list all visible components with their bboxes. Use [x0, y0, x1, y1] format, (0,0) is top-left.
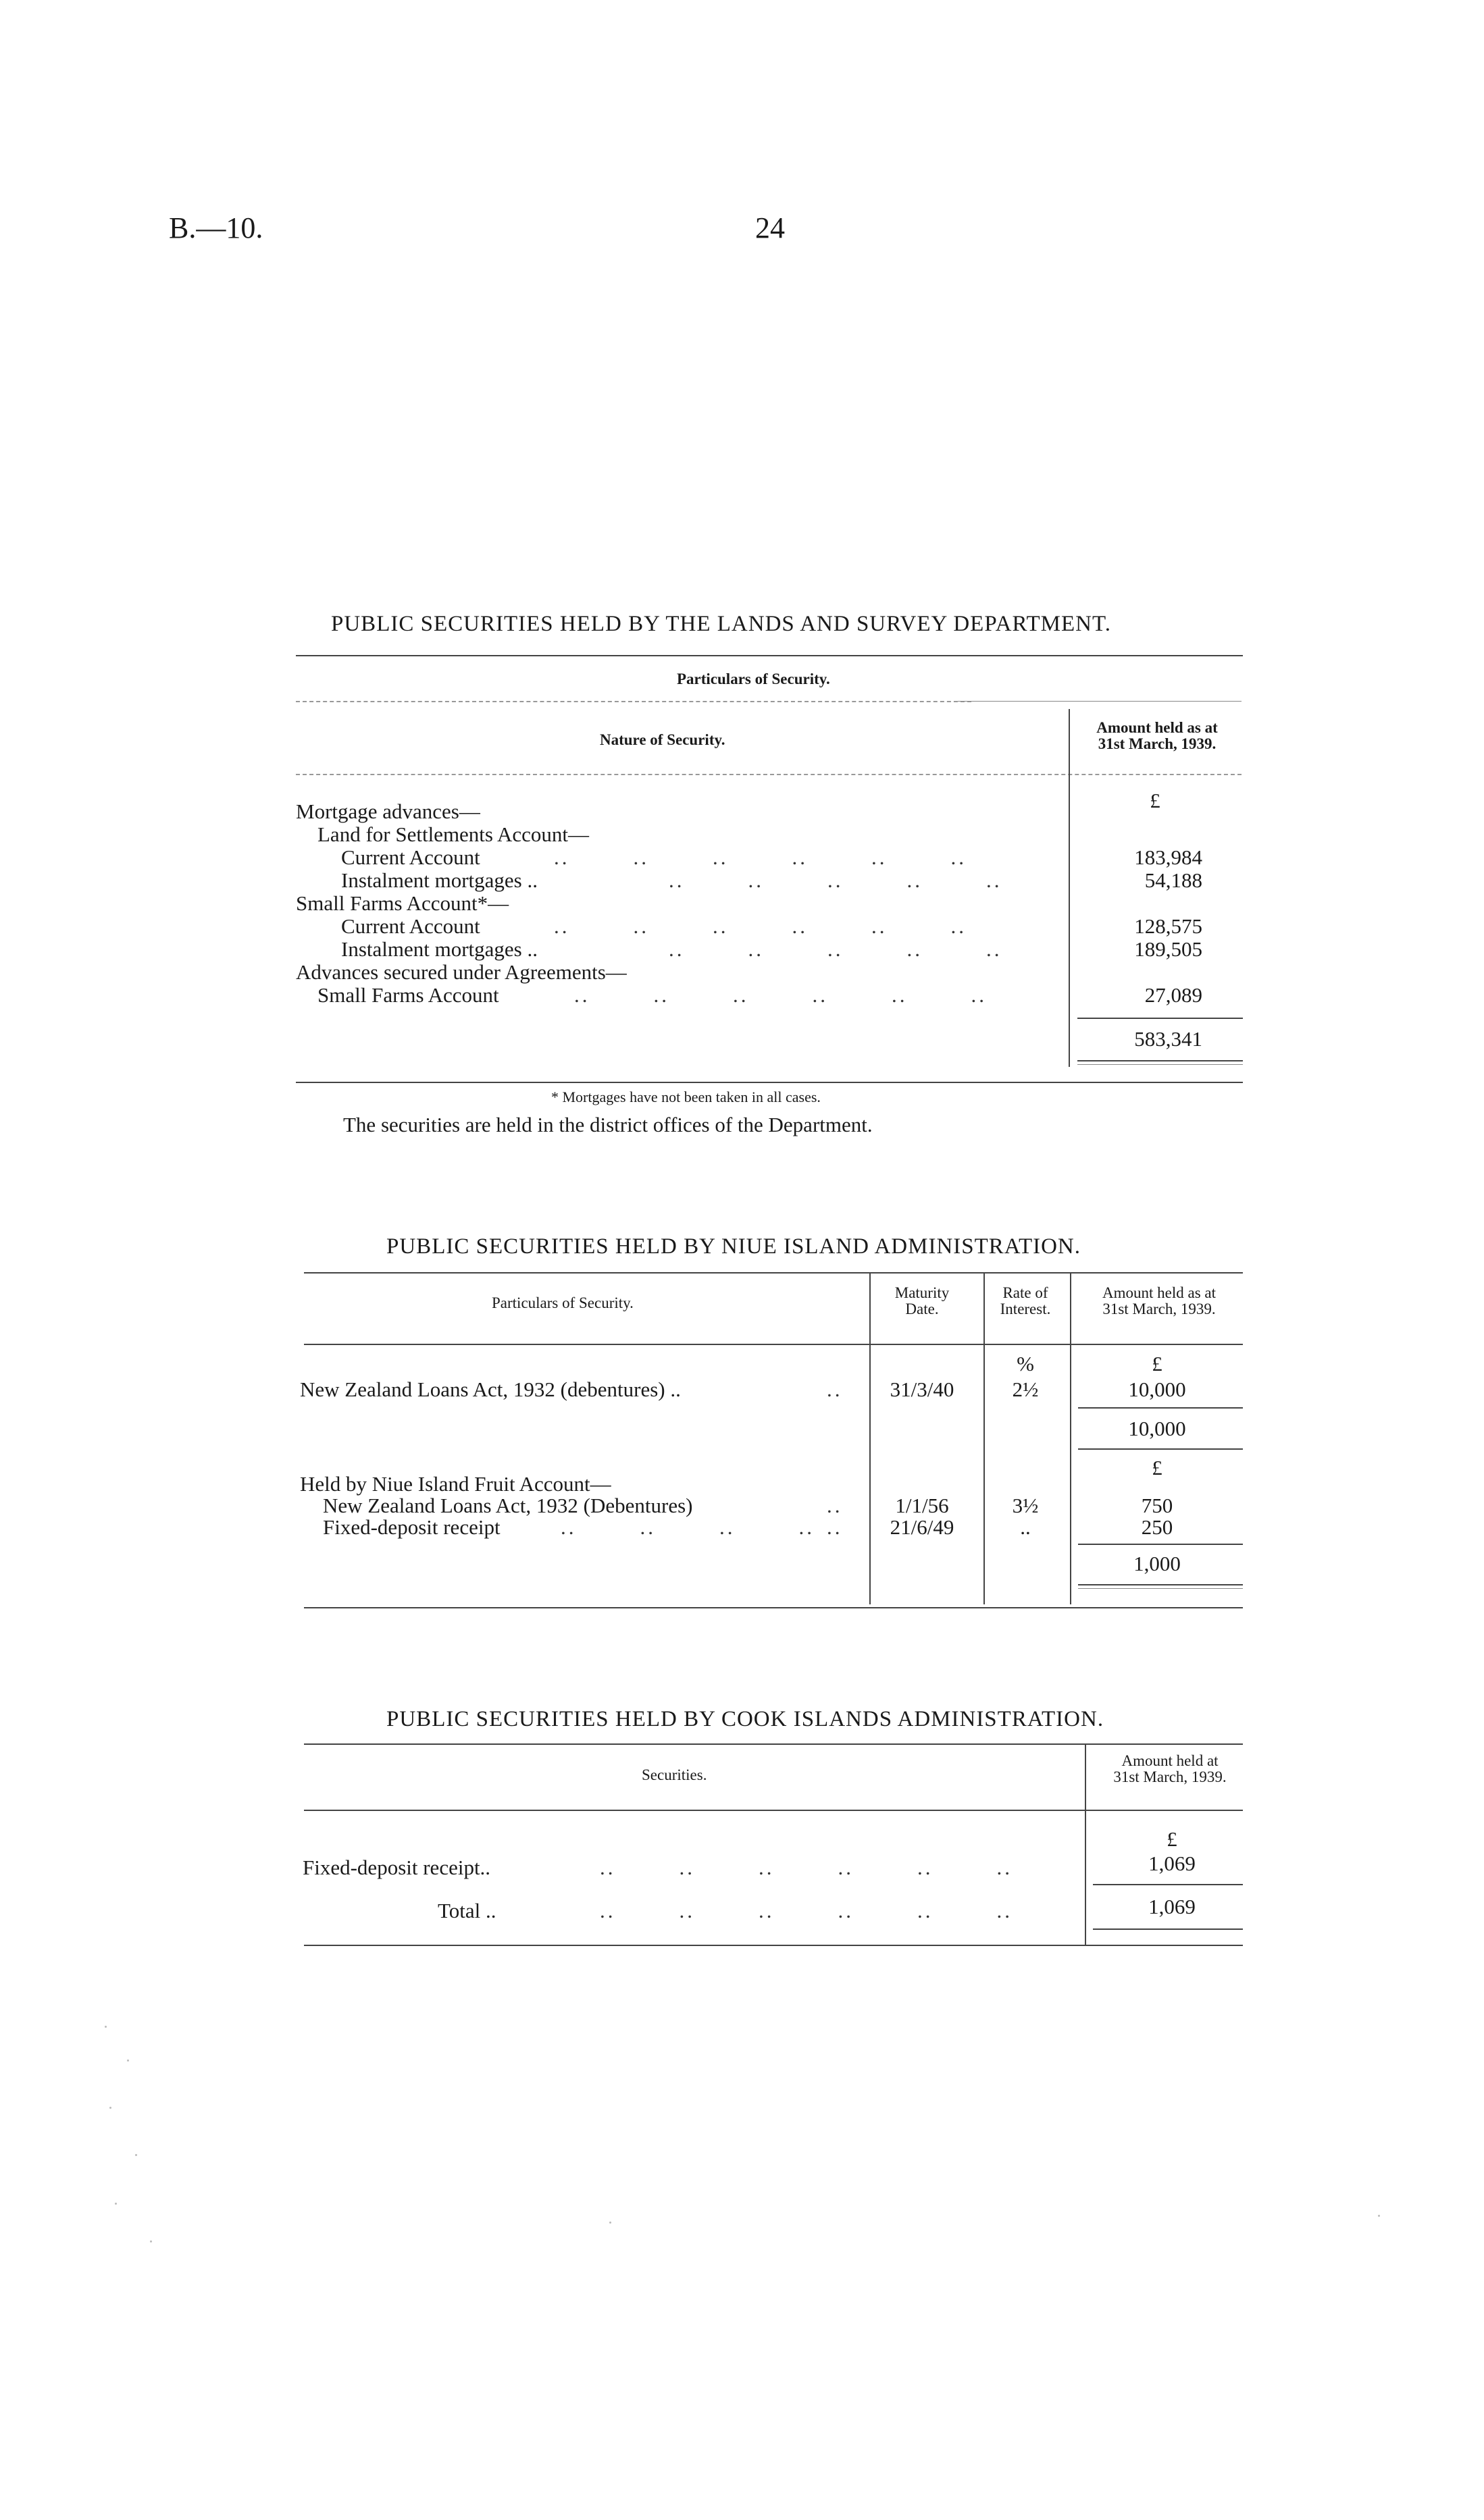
niue-row-rate: .. — [1020, 1515, 1031, 1539]
cook-total: 1,069 — [1148, 1895, 1196, 1918]
cook-col-securities: Securities. — [642, 1766, 707, 1783]
lands-row-label: Instalment mortgages .. — [341, 868, 538, 892]
lands-row-label: Instalment mortgages .. — [341, 937, 538, 961]
lands-col-nature: Nature of Security. — [600, 731, 725, 748]
niue-row-maturity: 21/6/49 — [890, 1515, 954, 1539]
niue-col-particulars: Particulars of Security. — [492, 1294, 634, 1311]
lands-footnote: * Mortgages have not been taken in all cases. — [551, 1088, 821, 1105]
lands-row-label: Current Account — [341, 914, 480, 938]
leader-dots: .. .. .. .. .. .. — [600, 1899, 1013, 1922]
lands-row-label: Advances secured under Agreements— — [296, 960, 627, 984]
leader-dots: .. — [827, 1515, 843, 1539]
cook-table-title: PUBLIC SECURITIES HELD BY COOK ISLANDS ADMINISTRATION. — [386, 1707, 1104, 1731]
lands-row-label: Current Account — [341, 845, 480, 869]
niue-row-maturity: 31/3/40 — [890, 1377, 954, 1401]
lands-currency-symbol: £ — [1150, 789, 1160, 812]
scan-speck — [109, 2107, 111, 2109]
cook-row-label: Fixed-deposit receipt.. — [303, 1856, 491, 1879]
lands-row-label: Small Farms Account — [317, 983, 499, 1007]
scan-speck — [115, 2203, 117, 2205]
niue-col-amount: Amount held as at 31st March, 1939. — [1102, 1284, 1216, 1317]
lands-row-amount: 128,575 — [1134, 914, 1202, 938]
lands-row-amount: 183,984 — [1134, 845, 1202, 869]
lands-statement: The securities are held in the district offices of the Department. — [343, 1113, 873, 1136]
percent-symbol: % — [1017, 1352, 1034, 1375]
scan-speck — [609, 2222, 611, 2224]
leader-dots: .. .. .. .. .. — [669, 937, 1002, 961]
niue-row-amount: 750 — [1141, 1494, 1173, 1517]
niue-row-amount: 250 — [1141, 1515, 1173, 1539]
niue-col-maturity: Maturity Date. — [894, 1284, 950, 1317]
scan-speck — [105, 2026, 107, 2028]
niue-row-label: Fixed-deposit receipt — [323, 1515, 501, 1539]
cook-row-amount: 1,069 — [1148, 1852, 1196, 1875]
niue-currency-symbol: £ — [1152, 1352, 1162, 1375]
lands-row-label: Small Farms Account*— — [296, 891, 509, 915]
leader-dots: .. — [827, 1494, 843, 1517]
lands-col-amount: Amount held as at 31st March, 1939. — [1096, 719, 1218, 752]
page-number: 24 — [755, 211, 785, 244]
niue-row-label: New Zealand Loans Act, 1932 (debentures) .. — [300, 1377, 681, 1401]
niue-subtotal: 1,000 — [1133, 1552, 1181, 1575]
lands-row-amount: 54,188 — [1144, 868, 1202, 892]
document-reference: B.—10. — [169, 211, 263, 244]
cook-total-label: Total .. — [438, 1899, 496, 1922]
leader-dots: .. .. .. .. .. .. — [600, 1856, 1013, 1879]
niue-row-amount: 10,000 — [1128, 1377, 1186, 1401]
niue-row-rate: 2½ — [1012, 1377, 1039, 1401]
lands-row-amount: 189,505 — [1134, 937, 1202, 961]
cook-col-amount: Amount held at 31st March, 1939. — [1113, 1752, 1227, 1785]
lands-row-label: Mortgage advances— — [296, 799, 480, 823]
niue-row-rate: 3½ — [1012, 1494, 1039, 1517]
lands-row-label: Land for Settlements Account— — [317, 822, 590, 846]
niue-row-maturity: 1/1/56 — [895, 1494, 949, 1517]
leader-dots: .. .. .. .. .. .. — [554, 845, 967, 869]
leader-dots: .. — [827, 1377, 843, 1401]
leader-dots: .. .. .. .. .. — [669, 868, 1002, 892]
niue-group-label: Held by Niue Island Fruit Account— — [300, 1472, 611, 1496]
lands-table-title: PUBLIC SECURITIES HELD BY THE LANDS AND SURVEY DEPARTMENT. — [331, 612, 1111, 636]
niue-row-label: New Zealand Loans Act, 1932 (Debentures) — [323, 1494, 693, 1517]
lands-total: 583,341 — [1134, 1027, 1202, 1051]
niue-subtotal: 10,000 — [1128, 1417, 1186, 1440]
niue-col-rate: Rate of Interest. — [1000, 1284, 1051, 1317]
niue-currency-symbol: £ — [1152, 1456, 1162, 1479]
lands-group-header: Particulars of Security. — [677, 671, 830, 687]
cook-currency-symbol: £ — [1167, 1827, 1177, 1851]
scan-speck — [127, 2059, 129, 2062]
scan-speck — [135, 2154, 137, 2156]
niue-table-title: PUBLIC SECURITIES HELD BY NIUE ISLAND ADMINISTRATION. — [386, 1234, 1081, 1259]
leader-dots: .. .. .. .. — [561, 1515, 815, 1539]
scan-speck — [150, 2240, 152, 2242]
scan-speck — [1378, 2215, 1380, 2217]
leader-dots: .. .. .. .. .. .. — [574, 983, 987, 1007]
lands-row-amount: 27,089 — [1144, 983, 1202, 1007]
leader-dots: .. .. .. .. .. .. — [554, 914, 967, 938]
